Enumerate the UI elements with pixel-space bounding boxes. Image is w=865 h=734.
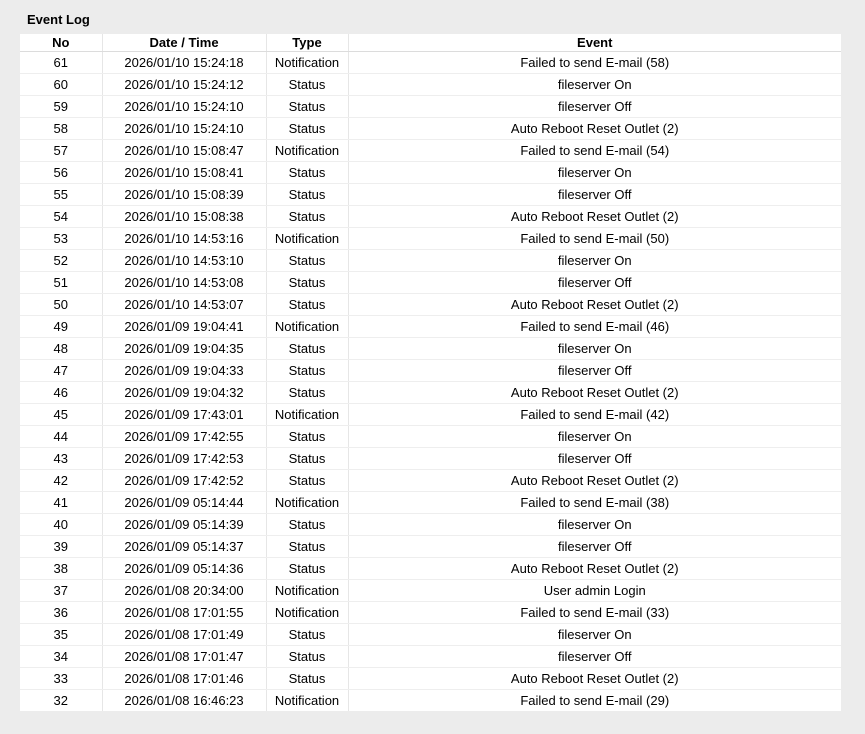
cell-type: Status xyxy=(266,646,348,668)
cell-no: 59 xyxy=(20,96,102,118)
cell-event: Failed to send E-mail (50) xyxy=(348,228,841,250)
cell-no: 48 xyxy=(20,338,102,360)
cell-event: Auto Reboot Reset Outlet (2) xyxy=(348,668,841,690)
cell-type: Notification xyxy=(266,690,348,712)
table-row xyxy=(20,624,841,646)
cell-datetime: 2026/01/08 17:01:46 xyxy=(102,668,266,690)
cell-no: 58 xyxy=(20,118,102,140)
cell-no: 52 xyxy=(20,250,102,272)
cell-event: fileserver Off xyxy=(348,184,841,206)
cell-datetime: 2026/01/10 15:24:10 xyxy=(102,96,266,118)
cell-datetime: 2026/01/09 19:04:33 xyxy=(102,360,266,382)
cell-event: fileserver On xyxy=(348,74,841,96)
cell-datetime: 2026/01/10 14:53:10 xyxy=(102,250,266,272)
cell-datetime: 2026/01/09 19:04:41 xyxy=(102,316,266,338)
table-row xyxy=(20,162,841,184)
cell-type: Notification xyxy=(266,404,348,426)
cell-type: Status xyxy=(266,206,348,228)
cell-no: 44 xyxy=(20,426,102,448)
cell-type: Status xyxy=(266,162,348,184)
cell-event: fileserver On xyxy=(348,624,841,646)
table-row xyxy=(20,646,841,668)
table-row xyxy=(20,558,841,580)
cell-event: fileserver Off xyxy=(348,96,841,118)
cell-type: Status xyxy=(266,382,348,404)
table-row xyxy=(20,470,841,492)
cell-datetime: 2026/01/10 15:08:39 xyxy=(102,184,266,206)
table-header xyxy=(20,34,841,52)
cell-type: Status xyxy=(266,558,348,580)
cell-datetime: 2026/01/10 14:53:16 xyxy=(102,228,266,250)
table-row xyxy=(20,448,841,470)
cell-type: Notification xyxy=(266,228,348,250)
cell-no: 57 xyxy=(20,140,102,162)
cell-type: Notification xyxy=(266,316,348,338)
header-row xyxy=(20,34,841,52)
cell-no: 60 xyxy=(20,74,102,96)
cell-event: fileserver Off xyxy=(348,272,841,294)
cell-type: Status xyxy=(266,118,348,140)
cell-datetime: 2026/01/10 15:08:47 xyxy=(102,140,266,162)
cell-no: 55 xyxy=(20,184,102,206)
table-row xyxy=(20,690,841,712)
column-header-event: Event xyxy=(348,34,841,52)
cell-type: Notification xyxy=(266,602,348,624)
cell-event: Failed to send E-mail (58) xyxy=(348,52,841,74)
table-row xyxy=(20,118,841,140)
cell-event: Failed to send E-mail (46) xyxy=(348,316,841,338)
cell-datetime: 2026/01/10 15:24:18 xyxy=(102,52,266,74)
cell-no: 51 xyxy=(20,272,102,294)
cell-type: Status xyxy=(266,624,348,646)
table-row xyxy=(20,668,841,690)
table-row xyxy=(20,206,841,228)
cell-datetime: 2026/01/09 17:42:53 xyxy=(102,448,266,470)
cell-no: 47 xyxy=(20,360,102,382)
table-row xyxy=(20,404,841,426)
cell-type: Status xyxy=(266,448,348,470)
cell-datetime: 2026/01/08 17:01:55 xyxy=(102,602,266,624)
table-row xyxy=(20,360,841,382)
table-row xyxy=(20,228,841,250)
cell-no: 43 xyxy=(20,448,102,470)
cell-no: 56 xyxy=(20,162,102,184)
cell-type: Status xyxy=(266,96,348,118)
table-row xyxy=(20,140,841,162)
cell-datetime: 2026/01/10 15:08:38 xyxy=(102,206,266,228)
cell-type: Status xyxy=(266,470,348,492)
cell-event: Auto Reboot Reset Outlet (2) xyxy=(348,294,841,316)
column-header-no: No xyxy=(20,34,102,52)
cell-datetime: 2026/01/09 19:04:32 xyxy=(102,382,266,404)
cell-no: 39 xyxy=(20,536,102,558)
cell-type: Status xyxy=(266,272,348,294)
table-row xyxy=(20,74,841,96)
cell-no: 46 xyxy=(20,382,102,404)
cell-no: 42 xyxy=(20,470,102,492)
cell-event: fileserver On xyxy=(348,250,841,272)
table-row xyxy=(20,272,841,294)
cell-no: 53 xyxy=(20,228,102,250)
table-row xyxy=(20,184,841,206)
cell-datetime: 2026/01/09 17:42:52 xyxy=(102,470,266,492)
cell-no: 61 xyxy=(20,52,102,74)
cell-no: 45 xyxy=(20,404,102,426)
table-row xyxy=(20,250,841,272)
table-row xyxy=(20,536,841,558)
cell-event: fileserver Off xyxy=(348,360,841,382)
cell-no: 50 xyxy=(20,294,102,316)
cell-type: Status xyxy=(266,250,348,272)
table-row xyxy=(20,602,841,624)
cell-type: Notification xyxy=(266,492,348,514)
cell-datetime: 2026/01/10 14:53:08 xyxy=(102,272,266,294)
event-log-panel xyxy=(20,34,841,711)
cell-event: fileserver Off xyxy=(348,448,841,470)
cell-event: Failed to send E-mail (29) xyxy=(520,693,670,708)
cell-datetime: 2026/01/09 05:14:44 xyxy=(102,492,266,514)
table-row xyxy=(20,338,841,360)
cell-event: fileserver Off xyxy=(348,646,841,668)
table-row xyxy=(20,580,841,602)
cell-event: Failed to send E-mail (54) xyxy=(348,140,841,162)
cell-type: Status xyxy=(266,426,348,448)
cell-no: 32 xyxy=(20,690,102,712)
cell-no: 33 xyxy=(20,668,102,690)
cell-datetime: 2026/01/08 17:01:47 xyxy=(102,646,266,668)
column-header-datetime: Date / Time xyxy=(102,34,266,52)
cell-type: Notification xyxy=(266,580,348,602)
cell-event: Failed to send E-mail (42) xyxy=(348,404,841,426)
table-row xyxy=(20,96,841,118)
column-header-type: Type xyxy=(266,34,348,52)
table-row xyxy=(20,52,841,74)
cell-no: 41 xyxy=(20,492,102,514)
cell-type: Status xyxy=(266,360,348,382)
cell-datetime: 2026/01/10 15:24:12 xyxy=(102,74,266,96)
cell-no: 37 xyxy=(20,580,102,602)
cell-type: Status xyxy=(266,338,348,360)
cell-event: Failed to send E-mail (38) xyxy=(348,492,841,514)
cell-datetime: 2026/01/10 14:53:07 xyxy=(102,294,266,316)
cell-event: fileserver On xyxy=(348,162,841,184)
cell-no: 40 xyxy=(20,514,102,536)
cell-datetime: 2026/01/08 20:34:00 xyxy=(102,580,266,602)
cell-event: fileserver On xyxy=(348,514,841,536)
table-row xyxy=(20,514,841,536)
cell-datetime: 2026/01/09 17:43:01 xyxy=(102,404,266,426)
cell-event: Failed to send E-mail (33) xyxy=(348,602,841,624)
cell-event: Auto Reboot Reset Outlet (2) xyxy=(348,470,841,492)
cell-type: Status xyxy=(266,668,348,690)
cell-datetime: 2026/01/09 05:14:39 xyxy=(102,514,266,536)
cell-event: fileserver Off xyxy=(348,536,841,558)
cell-event: User admin Login xyxy=(348,580,841,602)
cell-type: Status xyxy=(266,184,348,206)
cell-event: fileserver On xyxy=(348,338,841,360)
table-row xyxy=(20,492,841,514)
cell-datetime: 2026/01/08 16:46:23 xyxy=(102,690,266,712)
cell-datetime: 2026/01/09 05:14:36 xyxy=(102,558,266,580)
cell-event: Auto Reboot Reset Outlet (2) xyxy=(348,558,841,580)
cell-datetime: 2026/01/09 19:04:35 xyxy=(102,338,266,360)
cell-type: Status xyxy=(266,536,348,558)
cell-datetime: 2026/01/10 15:08:41 xyxy=(102,162,266,184)
table-row xyxy=(20,426,841,448)
cell-datetime: 2026/01/08 17:01:49 xyxy=(102,624,266,646)
cell-type: Status xyxy=(266,294,348,316)
cell-no: 49 xyxy=(20,316,102,338)
table-row xyxy=(20,316,841,338)
cell-type: Status xyxy=(266,74,348,96)
cell-datetime: 2026/01/09 17:42:55 xyxy=(102,426,266,448)
cell-no: 34 xyxy=(20,646,102,668)
cell-event: fileserver On xyxy=(348,426,841,448)
cell-no: 38 xyxy=(20,558,102,580)
cell-datetime: 2026/01/10 15:24:10 xyxy=(102,118,266,140)
cell-type: Notification xyxy=(266,140,348,162)
page-title: Event Log xyxy=(27,12,90,27)
cell-datetime: 2026/01/09 05:14:37 xyxy=(102,536,266,558)
cell-event: Auto Reboot Reset Outlet (2) xyxy=(348,206,841,228)
cell-no: 35 xyxy=(20,624,102,646)
event-log-table xyxy=(20,34,841,711)
table-body xyxy=(20,52,841,712)
cell-type: Status xyxy=(266,514,348,536)
table-row xyxy=(20,382,841,404)
cell-type: Notification xyxy=(266,52,348,74)
table-row xyxy=(20,294,841,316)
cell-event: Auto Reboot Reset Outlet (2) xyxy=(348,382,841,404)
cell-no: 54 xyxy=(20,206,102,228)
cell-event: Auto Reboot Reset Outlet (2) xyxy=(348,118,841,140)
cell-no: 36 xyxy=(20,602,102,624)
